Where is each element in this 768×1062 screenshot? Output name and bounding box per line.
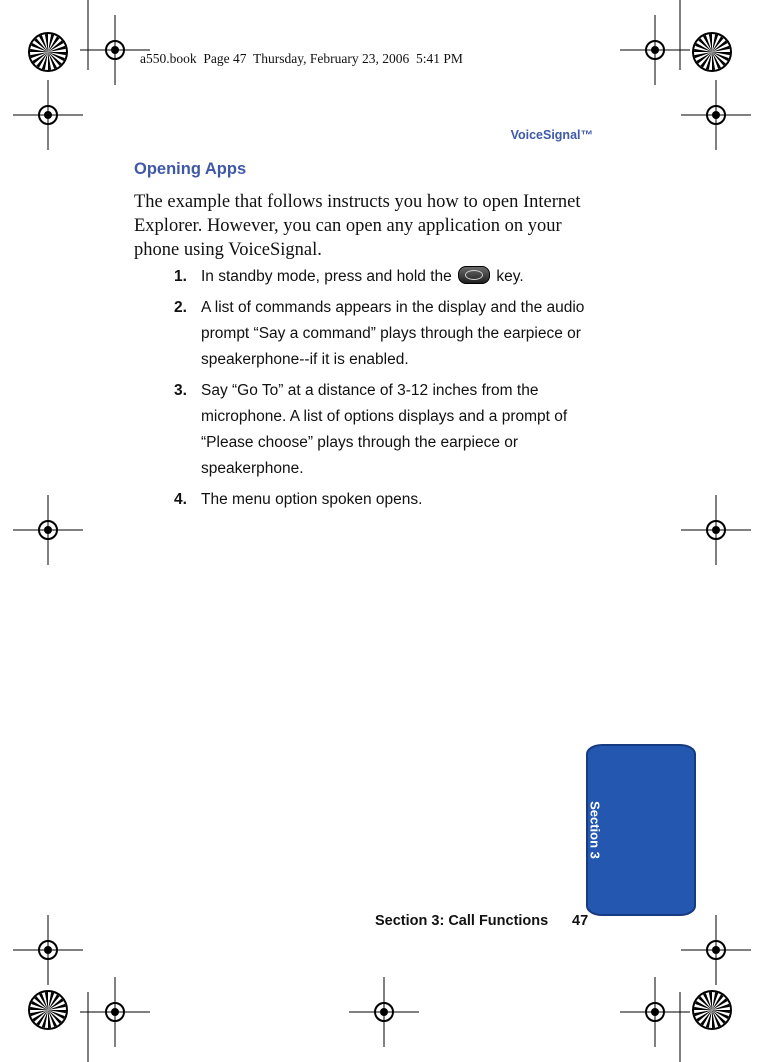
registration-dot [44, 946, 52, 954]
ok-key-icon [458, 266, 490, 284]
step-number: 1. [174, 268, 187, 285]
registration-dot [111, 1008, 119, 1016]
step-4 [172, 487, 602, 513]
step-text: Say “Go To” at a distance of 3-12 inches from the microphone. A list of options displays and a prompt of “Please choose” plays through the earpiece or speakerphone. [201, 382, 568, 477]
step-text: key. [492, 268, 524, 285]
step-2 [172, 295, 602, 373]
registration-dot [380, 1008, 388, 1016]
step-text: A list of commands appears in the display and the audio prompt “Say a command” plays through the earpiece or speakerphone--if it is enabled. [201, 299, 585, 368]
steps-list [172, 264, 602, 518]
step-text: In standby mode, press and hold the [201, 268, 457, 285]
step-1 [172, 264, 602, 290]
registration-dot [111, 46, 119, 54]
section-title: Opening Apps [134, 160, 247, 178]
section-tab-label: Section 3 [587, 801, 603, 859]
page-number: 47 [572, 913, 589, 929]
step-number: 3. [174, 382, 187, 399]
step-text: The menu option spoken opens. [201, 491, 423, 508]
running-head: VoiceSignal™ [510, 128, 593, 142]
registration-dot [712, 111, 720, 119]
step-number: 4. [174, 491, 187, 508]
registration-dot [651, 1008, 659, 1016]
registration-dot [712, 526, 720, 534]
step-number: 2. [174, 299, 187, 316]
registration-dot [44, 526, 52, 534]
registration-dot [44, 111, 52, 119]
intro-paragraph: The example that follows instructs you how to open Internet Explorer. However, you can open any application on your phone using VoiceSignal. [134, 192, 581, 260]
footer-chapter: Section 3: Call Functions [375, 913, 549, 929]
book-header: a550.book Page 47 Thursday, February 23, 2006 5:41 PM [140, 51, 463, 66]
registration-dot [651, 46, 659, 54]
registration-dot [712, 946, 720, 954]
section-tab [586, 744, 696, 916]
step-3 [172, 378, 602, 482]
